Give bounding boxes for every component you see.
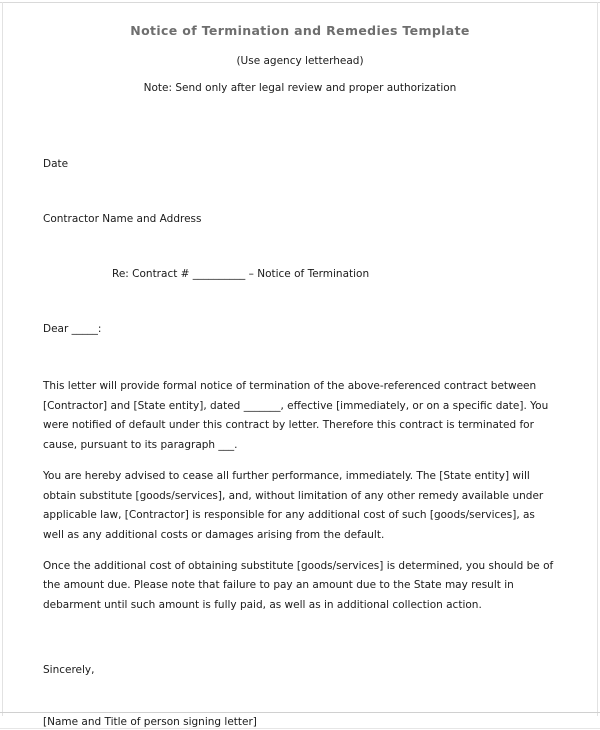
legal-review-note: Note: Send only after legal review and proper authorization (143, 82, 457, 94)
spacer-before-date (43, 95, 557, 157)
recipient-address-label: Contractor Name and Address (43, 213, 202, 225)
body-paragraph: This letter will provide formal notice of termination of the above-referenced contract between [Contractor] and [State entity], dated _______, effective [immediately, or on a specific date]. You were notified of default under this contract by letter. Therefore this contract is terminated for cause, pursuant to its paragraph ___. (43, 380, 549, 452)
page-title: Notice of Termination and Remedies Template (130, 23, 470, 38)
page-footer-rule (0, 728, 600, 729)
body-paragraph: Once the additional cost of obtaining substitute [goods/services] is determined, you should be of the amount due. Please note that failure to pay an amount due to the State may result in debarment until such amount is fully paid, as well as in additional collection action. (43, 559, 554, 612)
closing-salutation: Sincerely, (43, 663, 95, 676)
letterhead-instruction: (Use agency letterhead) (236, 55, 364, 67)
spacer-before-closing (43, 627, 557, 663)
spacer-after-subject (43, 281, 557, 322)
date-field-label: Date (43, 158, 69, 170)
spacer-after-address (43, 226, 557, 267)
body-paragraph: You are hereby advised to cease all further performance, immediately. The [State entity] will obtain substitute [goods/services], and, without limitation of any other remedy available under applicable law, [Contractor] is responsible for any additional cost of such [goods/services], as well as any additional costs or damages arising from the default. (43, 469, 544, 541)
spacer-after-date (43, 171, 557, 212)
signature-space (43, 677, 557, 715)
page-bottom-rule (0, 712, 600, 713)
salutation: Dear _____: (43, 323, 102, 335)
signature-block: [Name and Title of person signing letter] (43, 715, 257, 728)
spacer-after-salutation (43, 336, 557, 377)
subject-line: Re: Contract # __________ – Notice of Termination (112, 268, 370, 280)
